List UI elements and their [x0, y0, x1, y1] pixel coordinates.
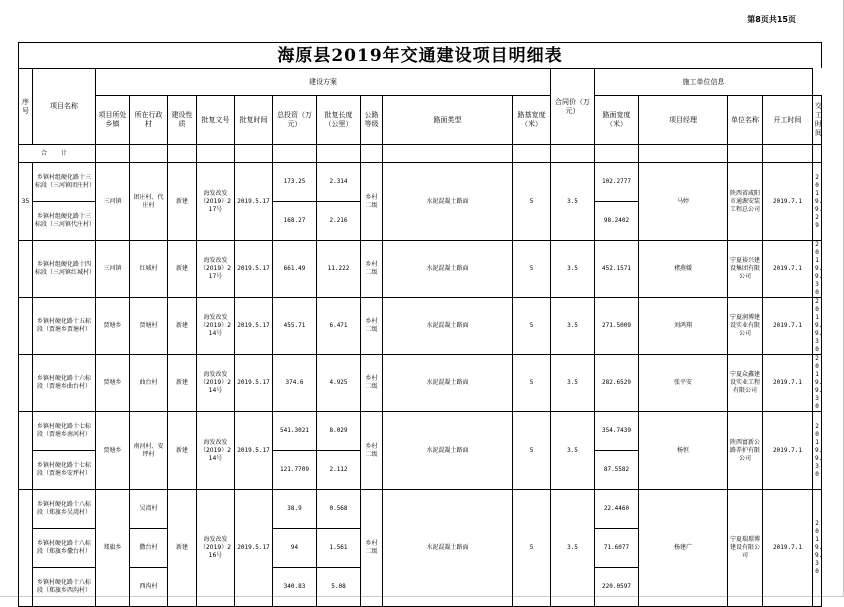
- table-row: [19, 490, 822, 529]
- investment-cell: 340.83: [273, 568, 317, 607]
- investment-cell: 455.71: [273, 298, 317, 355]
- price-cell: 220.0597: [595, 568, 639, 607]
- project-name-cell: 乡镇村硬化路十七标段（贾塘乡安坪村）: [33, 451, 96, 490]
- village-cell: 西沟村: [130, 568, 168, 607]
- header-approval-date: 批复时间: [235, 96, 273, 145]
- header-investment: 总投资（万元）: [273, 96, 317, 145]
- investment-cell: 38.9: [273, 490, 317, 529]
- header-surface: 路面类型: [383, 96, 513, 145]
- header-contractor-group: 施工单位信息: [595, 69, 813, 96]
- village-cell: 贾塘村: [130, 298, 168, 355]
- road-grade-cell: 乡村二级: [361, 412, 383, 490]
- header-town: 项目所处乡镇: [96, 96, 130, 145]
- project-name-cell: 乡镇村硬化路十八标段（郑旗乡西沟村）: [33, 568, 96, 607]
- investment-cell: 121.7709: [273, 451, 317, 490]
- village-cell: 曲台村: [130, 355, 168, 412]
- surface-cell: 水泥混凝土路面: [383, 163, 513, 241]
- road-grade-cell: 乡村二级: [361, 355, 383, 412]
- approval-date-cell: 2019.5.17: [235, 298, 273, 355]
- road-grade-cell: 乡村二级: [361, 298, 383, 355]
- start-date-cell: 2019.7.1: [763, 490, 813, 607]
- price-cell: 22.4460: [595, 490, 639, 529]
- end-date-cell: 2019.9.30: [813, 298, 822, 355]
- end-date-cell: 2019.9.29: [813, 163, 822, 241]
- table-row: [19, 355, 822, 412]
- project-name-cell: 乡镇村硬化路十六标段（贾塘乡曲台村）: [33, 355, 96, 412]
- length-cell: 0.568: [317, 490, 361, 529]
- total-label: 合 计: [19, 145, 96, 163]
- town-cell: 郑旗乡: [96, 490, 130, 607]
- project-name-cell: 乡镇村硬化路十八标段（郑旗乡撒台村）: [33, 529, 96, 568]
- town-cell: 贾塘乡: [96, 355, 130, 412]
- seq-cell: [19, 490, 33, 607]
- nature-cell: 新建: [168, 490, 197, 607]
- nature-cell: 新建: [168, 412, 197, 490]
- seq-cell: [19, 241, 33, 298]
- price-cell: 271.5009: [595, 298, 639, 355]
- page-title: 海原县2019年交通建设项目明细表: [18, 42, 822, 68]
- header-manager: 项目经理: [639, 96, 728, 145]
- length-cell: 5.08: [317, 568, 361, 607]
- header-seq: 序号: [19, 69, 33, 145]
- approval-no-cell: 海发改发（2019）217号: [197, 241, 235, 298]
- manager-cell: 马婷: [639, 163, 728, 241]
- town-cell: 贾塘乡: [96, 298, 130, 355]
- project-name-cell: 乡镇村组硬化路十三标段（三河镇代庄村）: [33, 202, 96, 241]
- investment-cell: 94: [273, 529, 317, 568]
- seq-cell: 35: [19, 163, 33, 241]
- surface-cell: 水泥混凝土路面: [383, 355, 513, 412]
- investment-cell: 661.49: [273, 241, 317, 298]
- table-row: [19, 412, 822, 451]
- town-cell: 三河镇: [96, 163, 130, 241]
- length-cell: 2.216: [317, 202, 361, 241]
- end-date-cell: 2019.9.30: [813, 490, 822, 607]
- pavement-width-cell: 3.5: [551, 412, 595, 490]
- header-pavement-width: 路面宽度（米）: [595, 96, 639, 145]
- table-row: [19, 241, 822, 298]
- nature-cell: 新建: [168, 163, 197, 241]
- town-cell: 贾塘乡: [96, 412, 130, 490]
- start-date-cell: 2019.7.1: [763, 241, 813, 298]
- end-date-cell: 2019.9.30: [813, 355, 822, 412]
- approval-date-cell: 2019.5.17: [235, 163, 273, 241]
- investment-cell: 168.27: [273, 202, 317, 241]
- header-contract-price: 合同价（万元）: [551, 69, 595, 145]
- manager-cell: 刘鸿翔: [639, 298, 728, 355]
- subgrade-width-cell: 5: [513, 241, 551, 298]
- seq-cell: [19, 355, 33, 412]
- village-cell: 吴湾村: [130, 490, 168, 529]
- investment-cell: 374.6: [273, 355, 317, 412]
- header-road-grade: 公路等级: [361, 96, 383, 145]
- length-cell: 11.222: [317, 241, 361, 298]
- start-date-cell: 2019.7.1: [763, 163, 813, 241]
- village-cell: 南河村、安坪村: [130, 412, 168, 490]
- price-cell: 71.6077: [595, 529, 639, 568]
- investment-cell: 541.3021: [273, 412, 317, 451]
- project-name-cell: 乡镇村硬化路十七标段（贾塘乡南河村）: [33, 412, 96, 451]
- surface-cell: 水泥混凝土路面: [383, 298, 513, 355]
- header-project-name: 项目名称: [33, 69, 96, 145]
- village-cell: 撒台村: [130, 529, 168, 568]
- road-grade-cell: 乡村二级: [361, 490, 383, 607]
- header-company: 单位名称: [728, 96, 763, 145]
- subgrade-width-cell: 5: [513, 490, 551, 607]
- price-cell: 102.2777: [595, 163, 639, 202]
- end-date-cell: 2019.9.30: [813, 412, 822, 490]
- company-cell: 陕西省咸阳市通源安装工程总公司: [728, 163, 763, 241]
- road-grade-cell: 乡村二级: [361, 163, 383, 241]
- project-table: [18, 68, 822, 607]
- company-cell: 陕西富新公路养护有限公司: [728, 412, 763, 490]
- approval-date-cell: 2019.5.17: [235, 241, 273, 298]
- header-length: 批复长度（公里）: [317, 96, 361, 145]
- price-cell: 87.5582: [595, 451, 639, 490]
- company-cell: 宁夏瑞璟博建设有限公司: [728, 490, 763, 607]
- price-cell: 282.6529: [595, 355, 639, 412]
- table-row: [19, 163, 822, 202]
- price-cell: 452.1571: [595, 241, 639, 298]
- company-cell: 宁夏润博建设实业有限公司: [728, 298, 763, 355]
- surface-cell: 水泥混凝土路面: [383, 412, 513, 490]
- table-row: [19, 298, 822, 355]
- header-start-date: 开工时间: [763, 96, 813, 145]
- pavement-width-cell: 3.5: [551, 163, 595, 241]
- town-cell: 三河镇: [96, 241, 130, 298]
- length-cell: 2.112: [317, 451, 361, 490]
- manager-cell: 褚燕媛: [639, 241, 728, 298]
- length-cell: 1.561: [317, 529, 361, 568]
- approval-no-cell: 海发改发（2019）214号: [197, 298, 235, 355]
- approval-no-cell: 海发改发（2019）214号: [197, 412, 235, 490]
- header-village: 所在行政村: [130, 96, 168, 145]
- approval-date-cell: 2019.5.17: [235, 412, 273, 490]
- length-cell: 8.029: [317, 412, 361, 451]
- pavement-width-cell: 3.5: [551, 490, 595, 607]
- pavement-width-cell: 3.5: [551, 298, 595, 355]
- subgrade-width-cell: 5: [513, 163, 551, 241]
- approval-no-cell: 海发改发（2019）217号: [197, 163, 235, 241]
- header-subgrade-width: 路基宽度（米）: [513, 96, 551, 145]
- village-cell: 团庄村、代庄村: [130, 163, 168, 241]
- pavement-width-cell: 3.5: [551, 355, 595, 412]
- total-row: [19, 145, 822, 163]
- nature-cell: 新建: [168, 355, 197, 412]
- length-cell: 2.314: [317, 163, 361, 202]
- approval-no-cell: 海发改发（2019）216号: [197, 490, 235, 607]
- header-nature: 建设性质: [168, 96, 197, 145]
- subgrade-width-cell: 5: [513, 412, 551, 490]
- start-date-cell: 2019.7.1: [763, 355, 813, 412]
- price-cell: 354.7439: [595, 412, 639, 451]
- page-number: 第8页共15页: [747, 15, 796, 24]
- price-cell: 98.2402: [595, 202, 639, 241]
- surface-cell: 水泥混凝土路面: [383, 490, 513, 607]
- investment-cell: 173.25: [273, 163, 317, 202]
- manager-cell: 杨建广: [639, 490, 728, 607]
- header-end-date: 交工时间: [813, 96, 822, 145]
- manager-cell: 张平安: [639, 355, 728, 412]
- nature-cell: 新建: [168, 298, 197, 355]
- pavement-width-cell: 3.5: [551, 241, 595, 298]
- project-name-cell: 乡镇村硬化路十八标段（郑旗乡吴湾村）: [33, 490, 96, 529]
- manager-cell: 杨恒: [639, 412, 728, 490]
- approval-no-cell: 海发改发（2019）214号: [197, 355, 235, 412]
- subgrade-width-cell: 5: [513, 298, 551, 355]
- start-date-cell: 2019.7.1: [763, 412, 813, 490]
- project-name-cell: 乡镇村硬化路十五标段（贾塘乡贾塘村）: [33, 298, 96, 355]
- approval-date-cell: 2019.5.17: [235, 490, 273, 607]
- subgrade-width-cell: 5: [513, 355, 551, 412]
- length-cell: 6.471: [317, 298, 361, 355]
- project-name-cell: 乡镇村组硬化路十四标段（三河镇红城村）: [33, 241, 96, 298]
- seq-cell: [19, 412, 33, 490]
- project-name-cell: 乡镇村组硬化路十三标段（三河镇团庄村）: [33, 163, 96, 202]
- company-cell: 宁夏众鑫建设实业工程有限公司: [728, 355, 763, 412]
- header-plan-group: 建设方案: [96, 69, 551, 96]
- road-grade-cell: 乡村二级: [361, 241, 383, 298]
- length-cell: 4.925: [317, 355, 361, 412]
- seq-cell: [19, 298, 33, 355]
- company-cell: 宁夏裕兴建设集团有限公司: [728, 241, 763, 298]
- village-cell: 红城村: [130, 241, 168, 298]
- nature-cell: 新建: [168, 241, 197, 298]
- end-date-cell: 2019.9.30: [813, 241, 822, 298]
- start-date-cell: 2019.7.1: [763, 298, 813, 355]
- approval-date-cell: 2019.5.17: [235, 355, 273, 412]
- surface-cell: 水泥混凝土路面: [383, 241, 513, 298]
- header-approval-no: 批复文号: [197, 96, 235, 145]
